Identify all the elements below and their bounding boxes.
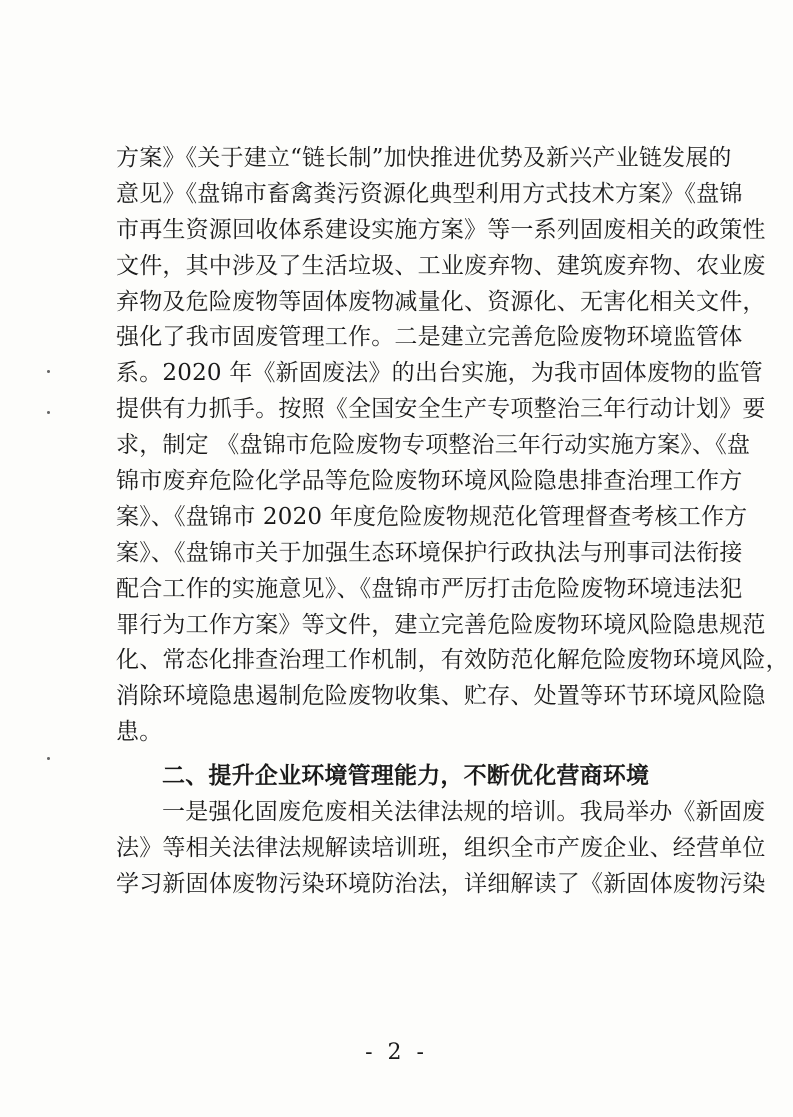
text-line: 提供有力抓手。按照《全国安全生产专项整治三年行动计划》要	[116, 396, 766, 423]
text-line: 强化了我市固废管理工作。二是建立完善危险废物环境监管体	[116, 324, 743, 351]
text-line: 方案》《关于建立“链长制”加快推进优势及新兴产业链发展的	[116, 145, 732, 171]
scan-speck	[47, 411, 50, 414]
text-line: 意见》《盘锦市畜禽粪污资源化典型利用方式技术方案》《盘锦	[116, 180, 743, 207]
text-line: 求，制定 《盘锦市危险废物专项整治三年行动实施方案》、《盘	[116, 432, 751, 459]
text-line: 系。2020 年《新固废法》的出台实施，为我市固体废物的监管	[116, 360, 763, 387]
paragraph-first-line: 一是强化固废危废相关法律法规的培训。我局举办《新固废	[162, 799, 766, 826]
text-line: 锦市废弃危险化学品等危险废物环境风险隐患排查治理工作方	[116, 468, 743, 495]
text-line: 消除环境隐患遏制危险废物收集、贮存、处置等环节环境风险隐	[116, 683, 766, 710]
text-line: 配合工作的实施意见》、《盘锦市严厉打击危险废物环境违法犯	[116, 575, 743, 602]
scan-speck	[47, 757, 50, 760]
text-line: 法》等相关法律法规解读培训班，组织全市产废企业、经营单位	[116, 834, 766, 861]
text-line: 化、常态化排查治理工作机制，有效防范化解危险废物环境风险，	[116, 647, 789, 674]
text-line: 市再生资源回收体系建设实施方案》等一系列固废相关的政策性	[116, 216, 766, 243]
text-line: 弃物及危险废物等固体废物减量化、资源化、无害化相关文件，	[116, 288, 766, 315]
text-line: 文件，其中涉及了生活垃圾、工业废弃物、建筑废弃物、农业废	[116, 252, 766, 279]
page-number: - 2 -	[365, 1040, 428, 1065]
text-line: 学习新固体废物污染环境防治法，详细解读了《新固体废物污染	[116, 870, 766, 897]
text-line: 罪行为工作方案》等文件，建立完善危险废物环境风险隐患规范	[116, 611, 766, 638]
section-heading: 二、提升企业环境管理能力，不断优化营商环境	[162, 763, 650, 790]
text-line: 案》、《盘锦市 2020 年度危险废物规范化管理督查考核工作方	[116, 503, 748, 530]
body-text	[116, 141, 789, 903]
text-line: 案》、《盘锦市关于加强生态环境保护行政执法与刑事司法衔接	[116, 539, 743, 566]
scan-speck	[47, 370, 50, 373]
text-line: 患。	[116, 719, 163, 746]
